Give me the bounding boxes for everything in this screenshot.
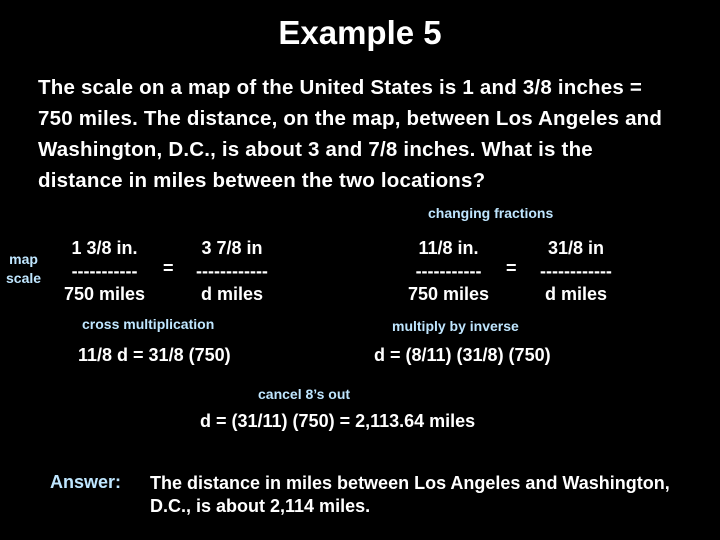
equation-inverse: d = (8/11) (31/8) (750) [374,345,551,365]
note-map-scale [6,250,41,288]
fraction-denominator: 750 miles [64,284,146,304]
note-map-scale-line2: scale [6,270,42,286]
equation-result: d = (31/11) (750) = 2,113.64 miles [200,411,476,431]
proportion-left-fraction-b [196,237,268,306]
fraction-numerator: 1 3/8 in. [71,238,138,258]
slide-title: Example 5 [278,14,442,51]
fraction-denominator: 750 miles [408,284,490,304]
fraction-numerator: 3 7/8 in [201,238,263,258]
proportion-left-fraction-a [64,237,145,306]
note-multiply-by-inverse: multiply by inverse [392,318,519,334]
note-changing-fractions: changing fractions [428,205,554,221]
fraction-numerator: 11/8 in. [418,238,479,258]
answer-text: The distance in miles between Los Angeles and Washington, D.C., is about 2,114 miles. [150,473,670,516]
fraction-bar: ----------- [415,261,482,281]
note-map-scale-line1: map [9,251,38,267]
problem-statement: The scale on a map of the United States is 1 and 3/8 inches = 750 miles. The distance, on the map, between Los Angeles and Washington, D.C., is about 3 and 7/8 inches. What is the distance in miles between the two locations? [38,76,663,192]
note-cancel-8s: cancel 8’s out [258,386,351,402]
proportion-left-equals: = [163,258,174,278]
answer-label: Answer: [50,472,122,492]
equation-cross-multiplication: 11/8 d = 31/8 (750) [78,345,231,365]
proportion-right-fraction-b [540,237,612,306]
fraction-bar: ------------ [540,261,612,281]
fraction-denominator: d miles [200,284,263,304]
fraction-numerator: 31/8 in [547,238,604,258]
fraction-bar: ------------ [196,261,268,281]
proportion-right-equals: = [506,258,517,278]
fraction-denominator: d miles [544,284,607,304]
proportion-right-fraction-a [408,237,489,306]
fraction-bar: ----------- [71,261,138,281]
note-cross-multiplication: cross multiplication [82,316,215,332]
